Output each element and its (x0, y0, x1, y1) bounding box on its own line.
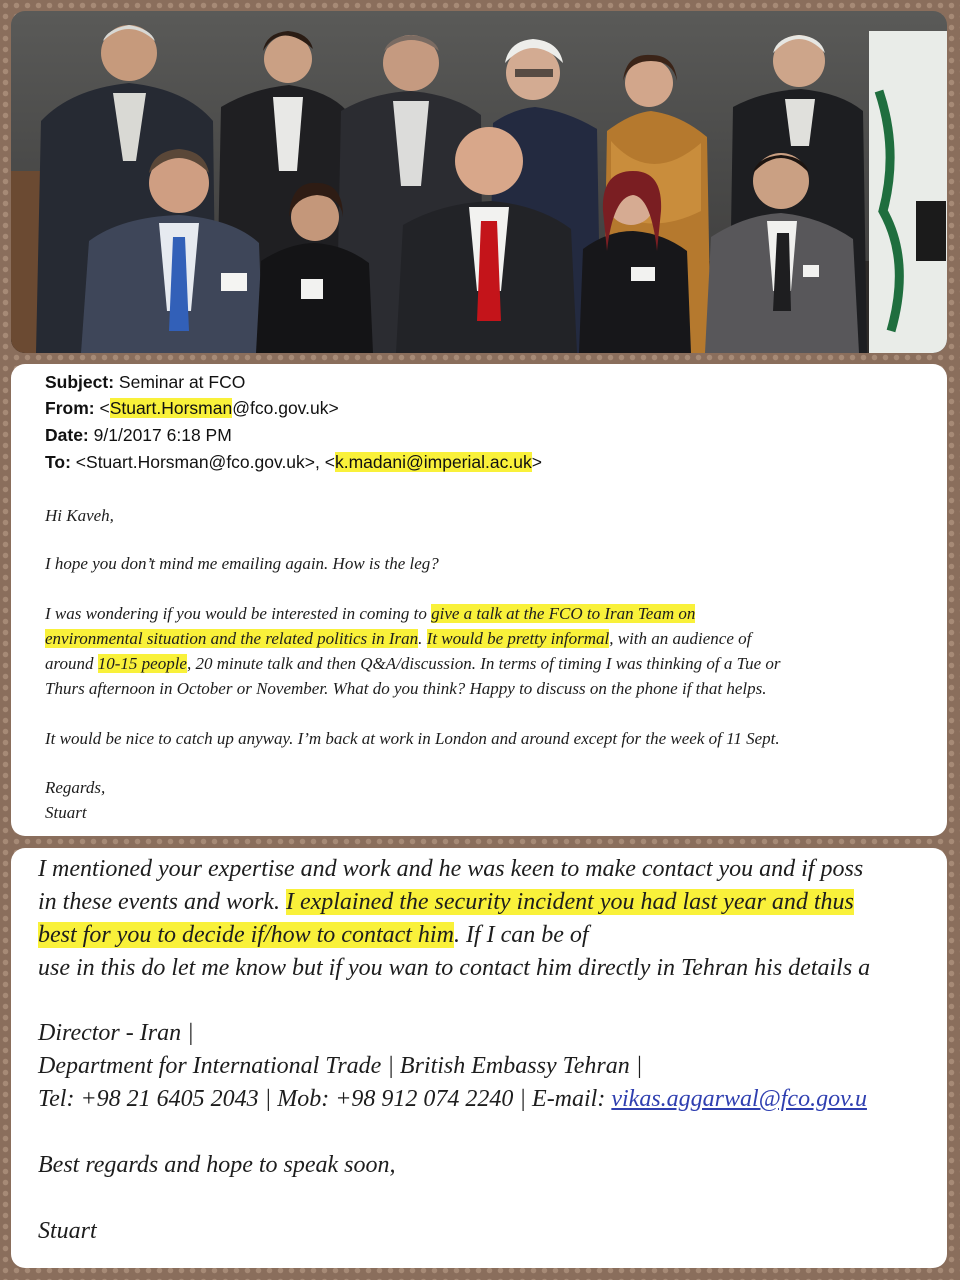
email-excerpt (11, 848, 947, 1268)
excerpt-department: Department for International Trade | British Embassy Tehran | (38, 1053, 643, 1079)
email-from-line (45, 398, 339, 419)
text-run: . (418, 629, 427, 648)
text-run: I was wondering if you would be interested in coming to (45, 604, 432, 623)
email-paragraph-2-line-1 (45, 604, 695, 624)
group-photo (11, 11, 947, 353)
text-run: in these events and work. (38, 889, 286, 915)
email-paragraph-3: It would be nice to catch up anyway. I’m back at work in London and around except for the week of 11 Sept. (45, 729, 780, 748)
date-label: Date: (45, 425, 89, 445)
excerpt-line-1: I mentioned your expertise and work and he was keen to make contact you and if poss (38, 856, 864, 882)
highlight-topic: environmental situation and the related politics in Iran (45, 629, 419, 648)
email-link[interactable]: vikas.aggarwal@fco.gov.u (611, 1086, 867, 1112)
to-label: To: (45, 452, 71, 472)
to-close-bracket: > (531, 452, 542, 472)
text-run: around (45, 654, 98, 673)
highlight-decide-contact: best for you to decide if/how to contact him (38, 922, 454, 948)
excerpt-closing: Best regards and hope to speak soon, (38, 1152, 396, 1178)
email-date-line (45, 425, 232, 446)
highlight-audience: 10-15 people (97, 654, 187, 673)
text-run: . If I can be of (453, 922, 589, 948)
from-name-highlight: Stuart.Horsman (109, 398, 233, 418)
excerpt-contact-line (38, 1086, 867, 1113)
email-greeting: Hi Kaveh, (45, 506, 114, 525)
email-sign-off: Regards, (45, 778, 106, 797)
email-paragraph-2-line-4: Thurs afternoon in October or November. What do you think? Happy to discuss on the phone if that helps. (45, 679, 767, 698)
text-run: , with an audience of (609, 629, 752, 648)
banner-stand (869, 31, 947, 353)
subject-value: Seminar at FCO (118, 372, 246, 392)
excerpt-job-title: Director - Iran | (38, 1020, 194, 1046)
date-value: 9/1/2017 6:18 PM (93, 425, 232, 445)
excerpt-line-3 (38, 922, 589, 949)
group-photo-illustration (11, 11, 947, 353)
from-open-bracket: < (99, 398, 110, 418)
monitor-screen (916, 201, 946, 261)
highlight-give-talk: give a talk at the FCO to Iran Team on (431, 604, 696, 623)
highlight-security-incident: I explained the security incident you had last year and thus (285, 889, 854, 915)
subject-label: Subject: (45, 372, 115, 392)
email-screenshot (11, 364, 947, 836)
excerpt-signature: Stuart (38, 1218, 97, 1244)
text-run: , 20 minute talk and then Q&A/discussion. In terms of timing I was thinking of a Tue or (186, 654, 781, 673)
to-second-recipient-highlight: k.madani@imperial.ac.uk (334, 452, 532, 472)
to-first-recipient: <Stuart.Horsman@fco.gov.uk>, < (75, 452, 335, 472)
from-domain: @fco.gov.uk> (232, 398, 339, 418)
email-subject-line (45, 372, 245, 393)
email-paragraph-2-line-3 (45, 654, 781, 674)
from-label: From: (45, 398, 95, 418)
email-signature: Stuart (45, 803, 87, 822)
excerpt-line-2 (38, 889, 854, 916)
email-paragraph-2-line-2 (45, 629, 751, 649)
email-to-line (45, 452, 542, 473)
email-paragraph-1: I hope you don’t mind me emailing again. How is the leg? (45, 554, 439, 573)
highlight-informal: It would be pretty informal (426, 629, 610, 648)
excerpt-line-4: use in this do let me know but if you wan to contact him directly in Tehran his details a (38, 955, 871, 981)
text-run: Tel: +98 21 6405 2043 | Mob: +98 912 074 2240 | E-mail: (38, 1086, 612, 1112)
